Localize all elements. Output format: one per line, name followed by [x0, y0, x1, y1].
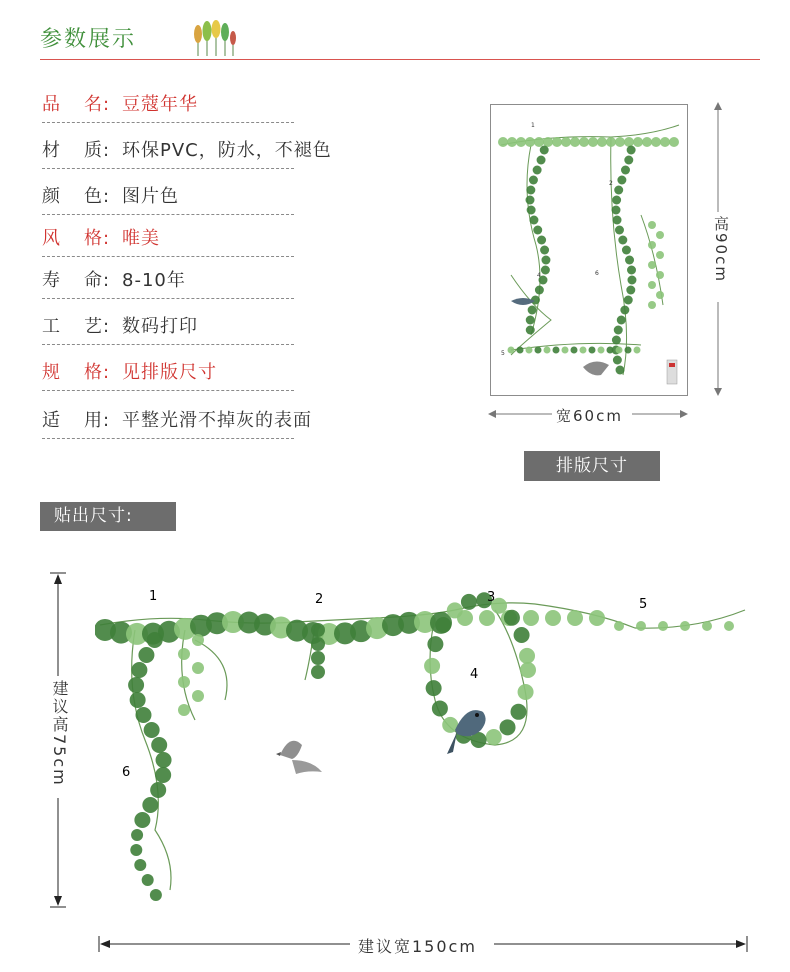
applied-height-label: 建议高75cm: [50, 680, 69, 787]
leaf: [134, 859, 146, 871]
leaf: [533, 166, 542, 175]
spec-key-char: 色: [84, 186, 103, 207]
leaf: [680, 621, 690, 631]
leaf: [627, 146, 636, 155]
leaf: [523, 610, 539, 626]
leaf: [606, 137, 616, 147]
leaf: [614, 326, 623, 335]
vine-wall-sticker-illustration: [95, 570, 755, 910]
leaf: [540, 146, 549, 155]
sheet-num: 1: [531, 122, 535, 129]
spec-row: [42, 404, 312, 439]
leaf: [618, 236, 627, 245]
leaf: [479, 610, 495, 626]
leaf: [620, 306, 629, 315]
leaf: [570, 137, 580, 147]
leaf: [648, 221, 656, 229]
leaf: [424, 658, 440, 674]
spec-row: [42, 180, 294, 215]
leaf: [624, 296, 633, 305]
leaf: [562, 347, 569, 354]
panel-number: 1: [149, 589, 158, 604]
leaf: [615, 226, 624, 235]
leaf: [669, 137, 679, 147]
leaf: [614, 186, 623, 195]
leaf: [526, 347, 533, 354]
leaf: [142, 797, 158, 813]
leaf: [535, 286, 544, 295]
leaf: [651, 137, 661, 147]
leaf: [516, 137, 526, 147]
leaf: [617, 316, 626, 325]
spec-key: [42, 356, 122, 390]
leaf: [511, 704, 527, 720]
leaf: [615, 137, 625, 147]
leaf: [607, 347, 614, 354]
spec-key-char: 格: [84, 362, 103, 383]
spec-value: 环保PVC，防水，不褪色: [122, 140, 332, 161]
leaf: [192, 662, 204, 674]
leaf: [614, 621, 624, 631]
leaf: [625, 347, 632, 354]
leaf: [518, 684, 534, 700]
leaf: [589, 347, 596, 354]
spec-key-char: 规: [42, 362, 61, 383]
panel-number: 4: [470, 667, 479, 682]
leaf: [613, 216, 622, 225]
sheet-num: 6: [595, 270, 599, 277]
spec-key-char: 命: [84, 270, 103, 291]
spec-key-char: 格: [84, 228, 103, 249]
leaf: [447, 602, 463, 618]
leaf: [427, 636, 443, 652]
leaf: [621, 166, 630, 175]
leaf: [634, 347, 641, 354]
leaf: [656, 291, 664, 299]
leaf: [534, 137, 544, 147]
spec-colon: :: [103, 94, 111, 115]
spec-key: [42, 180, 122, 214]
leaf: [648, 281, 656, 289]
section-title: 参数展示: [40, 27, 137, 52]
trees-icon: [190, 20, 238, 58]
leaf: [624, 137, 634, 147]
sheet-num: 2: [609, 180, 613, 187]
leaf: [553, 347, 560, 354]
spec-key-char: 名: [84, 94, 103, 115]
leaf: [131, 662, 147, 678]
leaf: [147, 632, 163, 648]
spec-key: [42, 264, 122, 298]
spec-colon: :: [103, 140, 111, 161]
leaf: [627, 266, 636, 275]
leaf: [130, 844, 142, 856]
leaf: [135, 707, 151, 723]
spec-value: 8-10年: [122, 270, 186, 291]
leaf: [648, 261, 656, 269]
spec-key-char: 颜: [42, 186, 61, 207]
spec-value: 豆蔻年华: [122, 94, 198, 115]
leaf: [535, 347, 542, 354]
spec-row: [42, 134, 332, 169]
leaf: [543, 137, 553, 147]
leaf: [545, 610, 561, 626]
spec-key: [42, 310, 122, 344]
spec-value: 平整光滑不掉灰的表面: [122, 410, 312, 431]
leaf: [529, 176, 538, 185]
spec-colon: :: [103, 270, 111, 291]
leaf: [192, 690, 204, 702]
leaf: [561, 137, 571, 147]
spec-value: 图片色: [122, 186, 179, 207]
spec-row: [42, 356, 294, 391]
leaf: [625, 256, 634, 265]
leaf: [461, 594, 477, 610]
panel-number: 5: [639, 597, 648, 612]
spec-key-char: 寿: [42, 270, 61, 291]
leaf: [527, 206, 536, 215]
leaf: [151, 737, 167, 753]
spec-row: [42, 88, 294, 123]
leaf: [529, 216, 538, 225]
leaf: [702, 621, 712, 631]
leaf: [178, 648, 190, 660]
spec-key-char: 质: [84, 140, 103, 161]
leaf: [155, 767, 171, 783]
leaf: [178, 676, 190, 688]
spec-key-char: 适: [42, 410, 61, 431]
leaf: [648, 241, 656, 249]
leaf: [528, 306, 537, 315]
panel-number: 2: [315, 592, 324, 607]
leaf: [658, 621, 668, 631]
leaf: [426, 680, 442, 696]
spec-value: 数码打印: [122, 316, 198, 337]
leaf: [178, 704, 190, 716]
leaf: [552, 137, 562, 147]
applied-width-label: 建议宽150cm: [358, 937, 477, 956]
leaf: [617, 176, 626, 185]
leaf: [612, 206, 621, 215]
leaf: [150, 782, 166, 798]
panel-number: 6: [122, 765, 131, 780]
leaf: [144, 722, 160, 738]
leaf: [507, 137, 517, 147]
layout-size-label: 排版尺寸: [524, 451, 660, 481]
spec-key-char: 品: [42, 94, 61, 115]
spec-value: 见排版尺寸: [122, 362, 217, 383]
leaf: [612, 196, 621, 205]
leaf: [435, 617, 451, 633]
leaf: [311, 623, 325, 637]
leaf: [192, 634, 204, 646]
leaf: [541, 266, 550, 275]
leaf: [486, 729, 502, 745]
spec-key-char: 工: [42, 316, 61, 337]
leaf: [311, 665, 325, 679]
leaf: [134, 812, 150, 828]
leaf: [142, 874, 154, 886]
leaf: [636, 621, 646, 631]
leaf: [724, 621, 734, 631]
leaf: [526, 316, 535, 325]
leaf: [504, 610, 520, 626]
leaf: [432, 700, 448, 716]
sheet-num: 5: [501, 350, 505, 357]
spec-row: [42, 310, 294, 345]
leaf: [612, 336, 621, 345]
leaf: [131, 829, 143, 841]
spec-row: [42, 222, 294, 257]
sheet-width-label: 宽60cm: [556, 407, 623, 425]
leaf: [526, 186, 535, 195]
spec-key-char: 用: [84, 410, 103, 431]
leaf: [567, 610, 583, 626]
applied-size-label: 贴出尺寸:: [40, 502, 176, 531]
leaf: [656, 271, 664, 279]
sheet-height-label: 高90cm: [712, 216, 730, 283]
leaf: [579, 137, 589, 147]
leaf: [589, 610, 605, 626]
leaf: [533, 226, 542, 235]
spec-value: 唯美: [122, 228, 160, 249]
spec-key-char: 材: [42, 140, 61, 161]
leaf: [633, 137, 643, 147]
spec-key: [42, 134, 122, 168]
leaf: [519, 648, 535, 664]
leaf: [541, 256, 550, 265]
leaf: [580, 347, 587, 354]
leaf: [500, 719, 516, 735]
layout-vine-illustration: [491, 105, 687, 395]
leaf: [597, 137, 607, 147]
leaf: [648, 301, 656, 309]
leaf: [544, 347, 551, 354]
flying-bird-icon: [276, 741, 322, 774]
leaf: [626, 286, 635, 295]
leaf: [526, 196, 535, 205]
leaf: [498, 137, 508, 147]
leaf: [656, 231, 664, 239]
spec-colon: :: [103, 228, 111, 249]
spec-colon: :: [103, 186, 111, 207]
spec-key-char: 风: [42, 228, 61, 249]
leaf: [311, 651, 325, 665]
sheet-num: 4: [537, 272, 541, 279]
leaf: [627, 276, 636, 285]
leaf: [616, 347, 623, 354]
leaf: [571, 347, 578, 354]
leaf: [642, 137, 652, 147]
leaf: [128, 677, 144, 693]
spec-colon: :: [103, 316, 111, 337]
leaf: [311, 637, 325, 651]
leaf: [525, 137, 535, 147]
leaf: [613, 356, 622, 365]
leaf: [526, 326, 535, 335]
leaf: [598, 347, 605, 354]
leaf: [150, 889, 162, 901]
leaf: [508, 347, 515, 354]
leaf: [660, 137, 670, 147]
spec-key: [42, 222, 122, 256]
leaf: [156, 752, 172, 768]
leaf: [622, 246, 631, 255]
spec-colon: :: [103, 362, 111, 383]
leaf: [130, 692, 146, 708]
leaf: [514, 627, 530, 643]
leaf: [138, 647, 154, 663]
leaf: [624, 156, 633, 165]
leaf: [656, 251, 664, 259]
leaf: [537, 236, 546, 245]
leaf: [517, 347, 524, 354]
leaf: [540, 246, 549, 255]
leaf: [588, 137, 598, 147]
spec-colon: :: [103, 410, 111, 431]
leaf: [616, 366, 625, 375]
spec-row: [42, 264, 294, 299]
spec-key: [42, 88, 122, 122]
layout-sheet: [490, 104, 688, 396]
header-divider: [40, 59, 760, 60]
leaf: [537, 156, 546, 165]
panel-number: 3: [487, 590, 496, 605]
spec-key-char: 艺: [84, 316, 103, 337]
spec-key: [42, 404, 122, 438]
leaf: [520, 662, 536, 678]
